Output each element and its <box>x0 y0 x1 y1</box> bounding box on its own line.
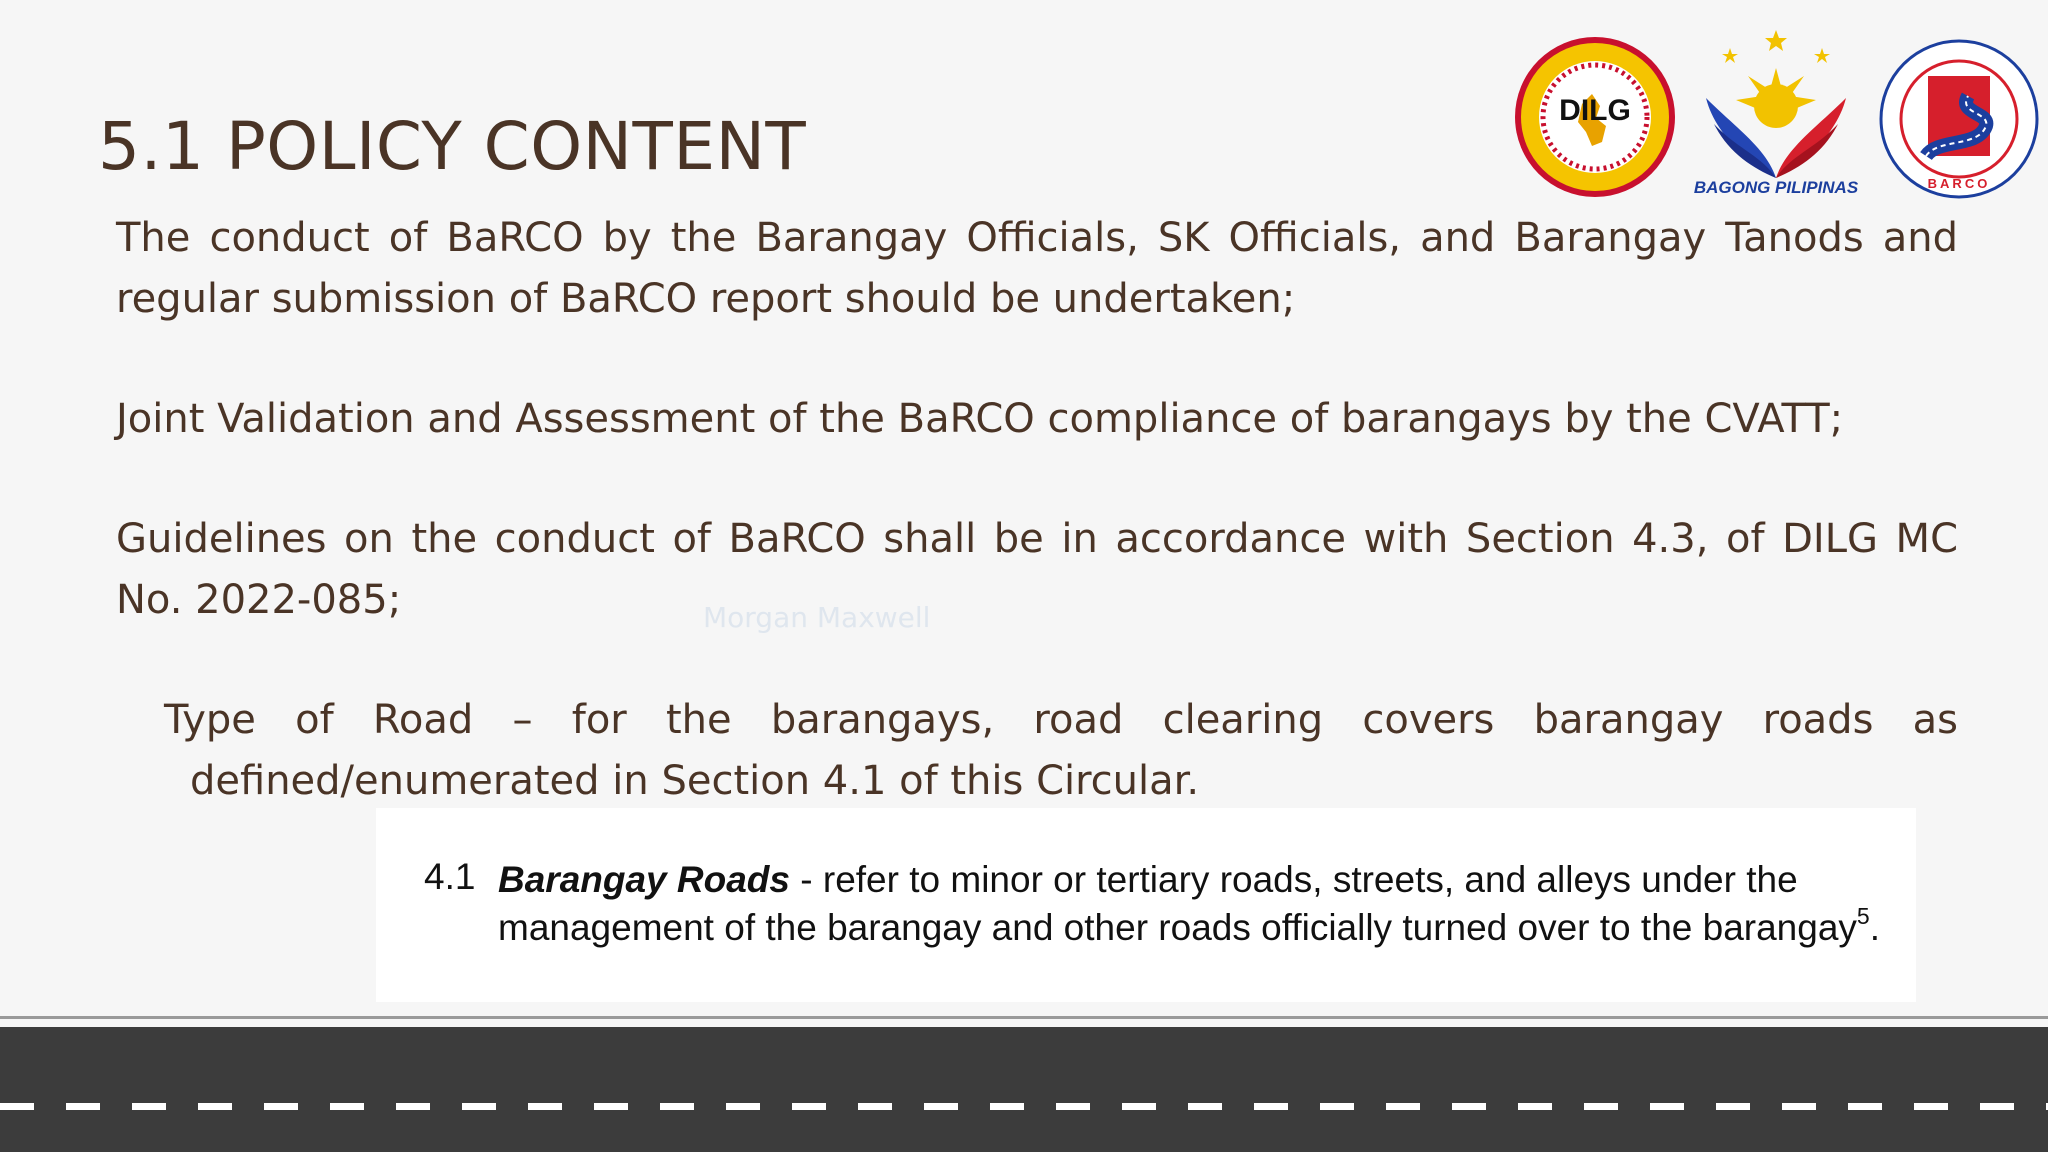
road-lane-markings <box>0 1103 2048 1110</box>
type-of-road-line-2: defined/enumerated in Section 4.1 of this Circular. <box>190 758 1200 804</box>
slide-title: 5.1 POLICY CONTENT <box>98 108 807 185</box>
excerpt-term: Barangay Roads <box>498 859 790 900</box>
excerpt-footnote: 5 <box>1856 903 1870 929</box>
dilg-seal-logo <box>1512 34 1678 200</box>
excerpt-section-number: 4.1 <box>424 856 476 897</box>
paragraph-joint-validation: Joint Validation and Assessment of the BaRCO compliance of barangays by the CVATT; <box>116 396 1844 442</box>
watermark-text: Morgan Maxwell <box>703 601 931 634</box>
paragraph-type-of-road <box>164 690 1958 812</box>
barco-logo-text: BARCO <box>1927 176 1991 191</box>
type-of-road-line-1: Type of Road – for the barangays, road clearing covers barangay roads as <box>164 697 1958 743</box>
road-footer-band <box>0 1027 2048 1152</box>
excerpt-end: . <box>1869 907 1880 948</box>
paragraph-guidelines: Guidelines on the conduct of BaRCO shall be in accordance with Section 4.3, of DILG MC No. 2022-085; <box>116 516 1958 623</box>
circular-excerpt-image <box>376 808 1916 1002</box>
bagong-pilipinas-label: BAGONG PILIPINAS <box>1693 178 1859 197</box>
paragraph-barco-conduct: The conduct of BaRCO by the Barangay Officials, SK Officials, and Barangay Tanods and regular submission of BaRCO report should be undertaken; <box>116 215 1958 322</box>
dilg-logo-text: DILG <box>1559 94 1631 127</box>
bagong-pilipinas-logo <box>1686 28 1866 200</box>
excerpt-body <box>498 856 1888 952</box>
divider-line <box>0 1016 2048 1019</box>
barco-logo <box>1878 38 2040 200</box>
excerpt-definition: - refer to minor or tertiary roads, streets, and alleys under the management of the barangay and other roads officially turned over to the barangay <box>498 859 1857 948</box>
